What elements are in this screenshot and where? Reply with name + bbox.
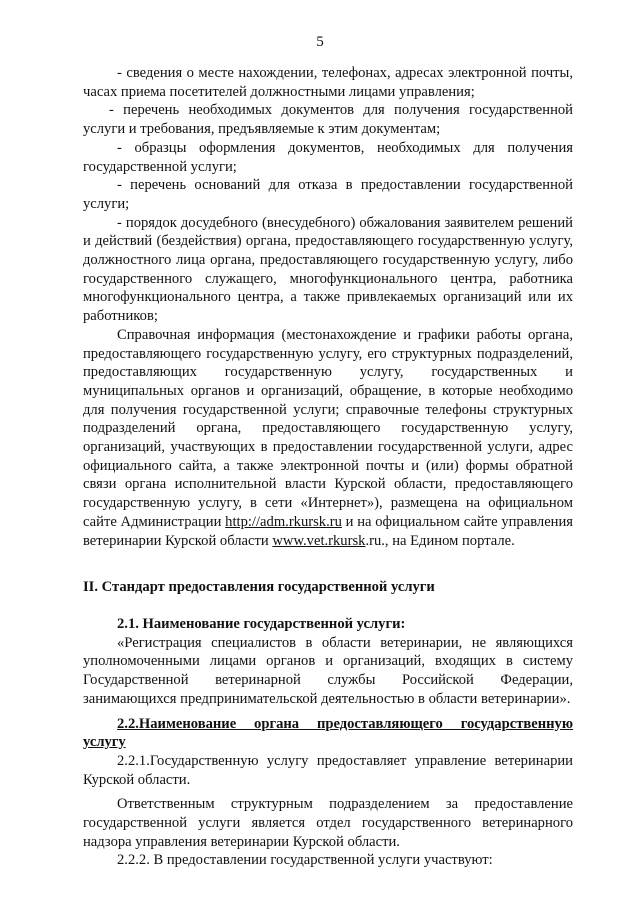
reference-info-text: Справочная информация (местонахождение и графики работы органа, предоставляющего государственную услугу, его структурных подразделений, предоставляющих государственную услугу, государственных и муниципальных органов и организаций, обращение, в которые необходимо для получения государственной услуги; справочные телефоны структурных подразделений органа, предоставляющего государственную услугу, организаций, участвующих в предоставлении государственной услуги, адрес официального сайта, а также электронной почты и (или) формы обратной связи органа исполнительной власти Курской области, предоставляющего государственную услугу, в сети «Интернет»), размещена на официальном сайте Администрации <box>83 326 573 530</box>
reference-info-tail: .ru., на Едином портале. <box>365 532 515 549</box>
section-2-2-2-text: 2.2.2. В предоставлении государственной услуги участвуют: <box>117 852 493 869</box>
section-2-1-text: «Регистрация специалистов в области ветеринарии, не являющихся уполномоченными лицами органов и организаций, входящих в систему Государственной ветеринарной службы Российской Федерации, занимающихся предпринимательской деятельностью в области ветеринарии». <box>83 634 573 707</box>
vet-site-link[interactable]: www.vet.rkursk <box>272 532 366 549</box>
reference-info-mid: и на официальном сайте управления ветеринарии Курской области <box>83 513 573 549</box>
section-title: II. Стандарт предоставления государственной услуги <box>83 579 435 596</box>
list-item-documents: - перечень необходимых документов для получения государственной услуги и требования, предъявляемые к этим документам; <box>83 102 573 138</box>
page-number: 5 <box>316 34 324 50</box>
reference-info-paragraph <box>83 326 573 550</box>
list-item-refusal: - перечень оснований для отказа в предоставлении государственной услуги; <box>83 177 573 212</box>
document-body <box>83 64 573 870</box>
responsible-unit-text: Ответственным структурным подразделением за предоставление государственной услуги является отдел государственного ветеринарного надзора управления ветеринарии Курской области. <box>83 796 573 850</box>
section-2-2-title: 2.2.Наименование органа предоставляющего государственную услугу <box>83 715 573 751</box>
list-item-contacts: - сведения о месте нахождении, телефонах, адресах электронной почты, часах приема посетителей должностными лицами управления; <box>83 65 573 100</box>
section-2-1-title: 2.1. Наименование государственной услуги: <box>117 615 406 632</box>
list-item-samples: - образцы оформления документов, необходимых для получения государственной услуги; <box>83 139 573 175</box>
list-item-appeal: - порядок досудебного (внесудебного) обжалования заявителем решений и действий (бездействия) органа, предоставляющего государственную услугу, должностного лица органа, предоставляющего государственную услугу, либо государственного служащего, многофункционального центра, работника многофункционального центра, а также привлекаемых организаций или их работников; <box>83 214 573 325</box>
adm-site-link[interactable]: http://adm.rkursk.ru <box>225 513 342 530</box>
section-2-2-1-text: 2.2.1.Государственную услугу предоставляет управление ветеринарии Курской области. <box>83 752 573 788</box>
